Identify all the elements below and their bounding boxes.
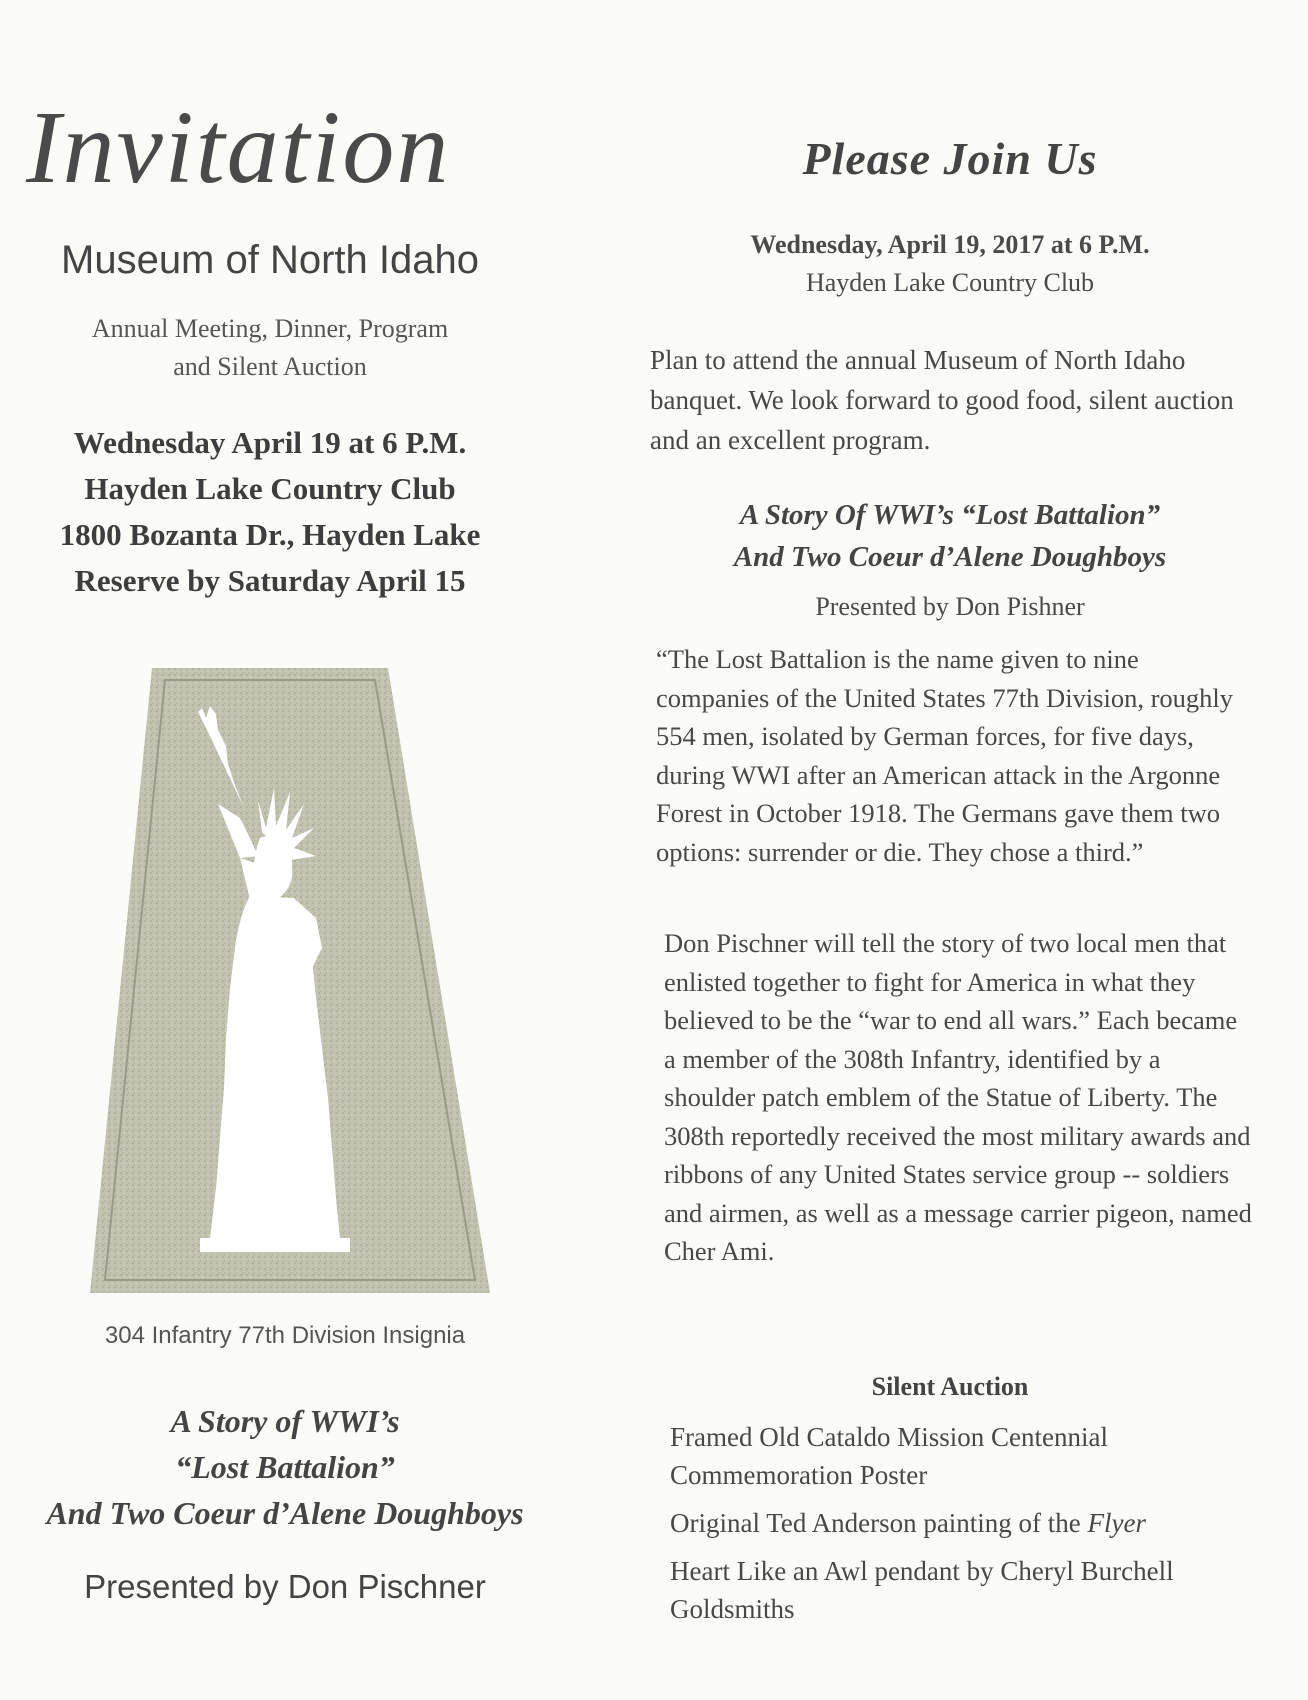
story-title-line: “Lost Battalion” bbox=[175, 1449, 395, 1485]
story-title-line: And Two Coeur d’Alene Doughboys bbox=[46, 1495, 524, 1531]
list-item-italic: Flyer bbox=[1087, 1508, 1147, 1538]
story-title-right bbox=[640, 494, 1260, 578]
museum-name: Museum of North Idaho bbox=[61, 238, 479, 282]
statue-of-liberty-insignia-icon bbox=[90, 668, 490, 1293]
story-title-line: And Two Coeur d’Alene Doughboys bbox=[733, 541, 1167, 573]
lost-battalion-quote: “The Lost Battalion is the name given to nine companies of the United States 77th Division, roughly 554 men, isolated by German forces, for five days, during WWI after an American attack in the Argonne Forest in October 1918. The Germans gave them two options: surrender or die. They chose a third.” bbox=[656, 644, 1234, 867]
left-column bbox=[0, 0, 560, 1700]
list-item: Framed Old Cataldo Mission Centennial Commemoration Poster bbox=[670, 1422, 1108, 1490]
please-join-heading: Please Join Us bbox=[802, 133, 1098, 184]
list-item: Heart Like an Awl pendant by Cheryl Burchell Goldsmiths bbox=[670, 1556, 1174, 1624]
list-item bbox=[670, 1504, 1260, 1542]
story-description: Don Pischner will tell the story of two local men that enlisted together to fight for America in what they believed to be the “war to end all wars.” Each became a member of the 308th Infantry, identified by a shoulder patch emblem of the Statue of Liberty. The 308th reportedly received the most military awards and ribbons of any United States service group -- soldiers and airmen, as well as a message carrier pigeon, named Cher Ami. bbox=[664, 928, 1252, 1266]
subtitle-line: Annual Meeting, Dinner, Program bbox=[91, 314, 449, 343]
story-title-left bbox=[0, 1398, 570, 1536]
presenter-right: Presented by Don Pishner bbox=[815, 592, 1085, 621]
subtitle-line: and Silent Auction bbox=[173, 352, 367, 381]
event-venue-right: Hayden Lake Country Club bbox=[805, 268, 1095, 297]
auction-list bbox=[670, 1418, 1260, 1638]
event-date-right: Wednesday, April 19, 2017 at 6 P.M. bbox=[750, 230, 1150, 259]
silent-auction-heading: Silent Auction bbox=[871, 1372, 1029, 1401]
event-date: Wednesday April 19 at 6 P.M. bbox=[73, 425, 467, 460]
event-details bbox=[0, 420, 540, 604]
presenter-left: Presented by Don Pischner bbox=[84, 1568, 486, 1605]
list-item-text: Original Ted Anderson painting of the bbox=[670, 1508, 1081, 1538]
invitation-title: Invitation bbox=[26, 90, 451, 205]
insignia-caption: 304 Infantry 77th Division Insignia bbox=[104, 1322, 466, 1349]
story-title-line: A Story Of WWI’s “Lost Battalion” bbox=[739, 499, 1161, 531]
event-subtitle bbox=[0, 310, 540, 386]
event-reserve-by: Reserve by Saturday April 15 bbox=[74, 563, 466, 598]
right-column bbox=[640, 0, 1260, 1700]
intro-paragraph: Plan to attend the annual Museum of North Idaho banquet. We look forward to good food, silent auction and an excellent program. bbox=[650, 345, 1234, 455]
event-date-block bbox=[640, 226, 1260, 302]
event-venue: Hayden Lake Country Club bbox=[84, 471, 456, 506]
story-title-line: A Story of WWI’s bbox=[170, 1403, 400, 1439]
event-address: 1800 Bozanta Dr., Hayden Lake bbox=[59, 517, 481, 552]
